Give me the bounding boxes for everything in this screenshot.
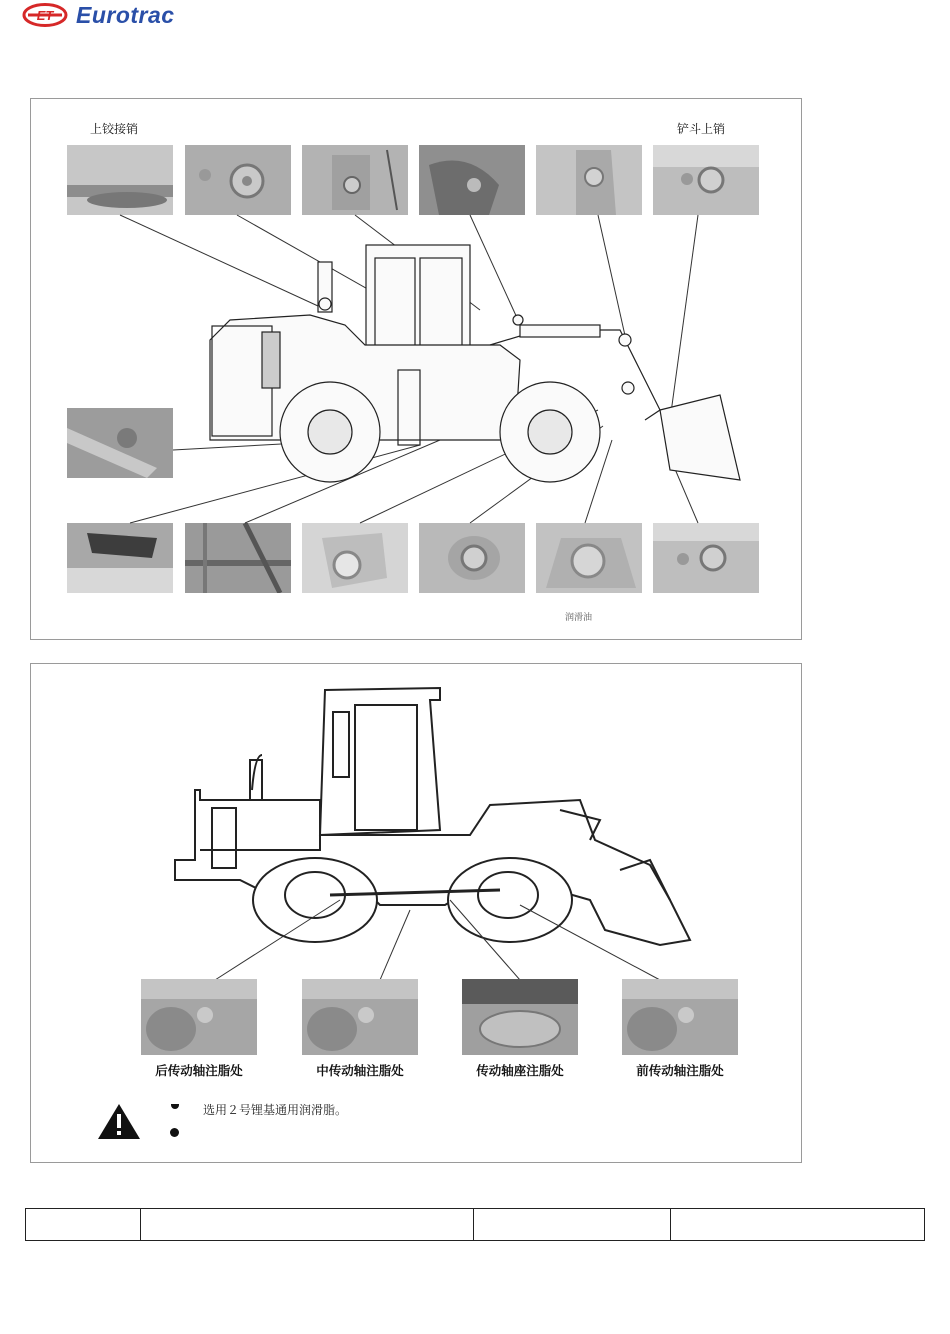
caption-rear-driveshaft: 后传动轴注脂处 — [155, 1063, 243, 1078]
footer-cell — [474, 1209, 671, 1241]
footer-cell — [141, 1209, 474, 1241]
grease-point-legend-icon — [170, 1128, 179, 1137]
footer-cell — [26, 1209, 141, 1241]
label-bucket-upper-pin: 铲斗上销 — [677, 122, 726, 136]
brand-name: Eurotrac — [76, 1, 175, 28]
caption-driveshaft-bearing: 传动轴座注脂处 — [476, 1063, 564, 1078]
footer-cell — [671, 1209, 925, 1241]
caption-front-driveshaft: 前传动轴注脂处 — [636, 1063, 724, 1078]
footer-table — [25, 1208, 925, 1241]
footer-row — [26, 1209, 925, 1241]
svg-text:ET: ET — [36, 8, 54, 23]
label-bottom-note: 润滑油 — [565, 613, 593, 623]
label-upper-hinge-pin: 上铰接销 — [90, 122, 139, 136]
caption-middle-driveshaft: 中传动轴注脂处 — [316, 1063, 404, 1078]
grease-note: 选用２号锂基通用润滑脂。 — [203, 1103, 348, 1117]
